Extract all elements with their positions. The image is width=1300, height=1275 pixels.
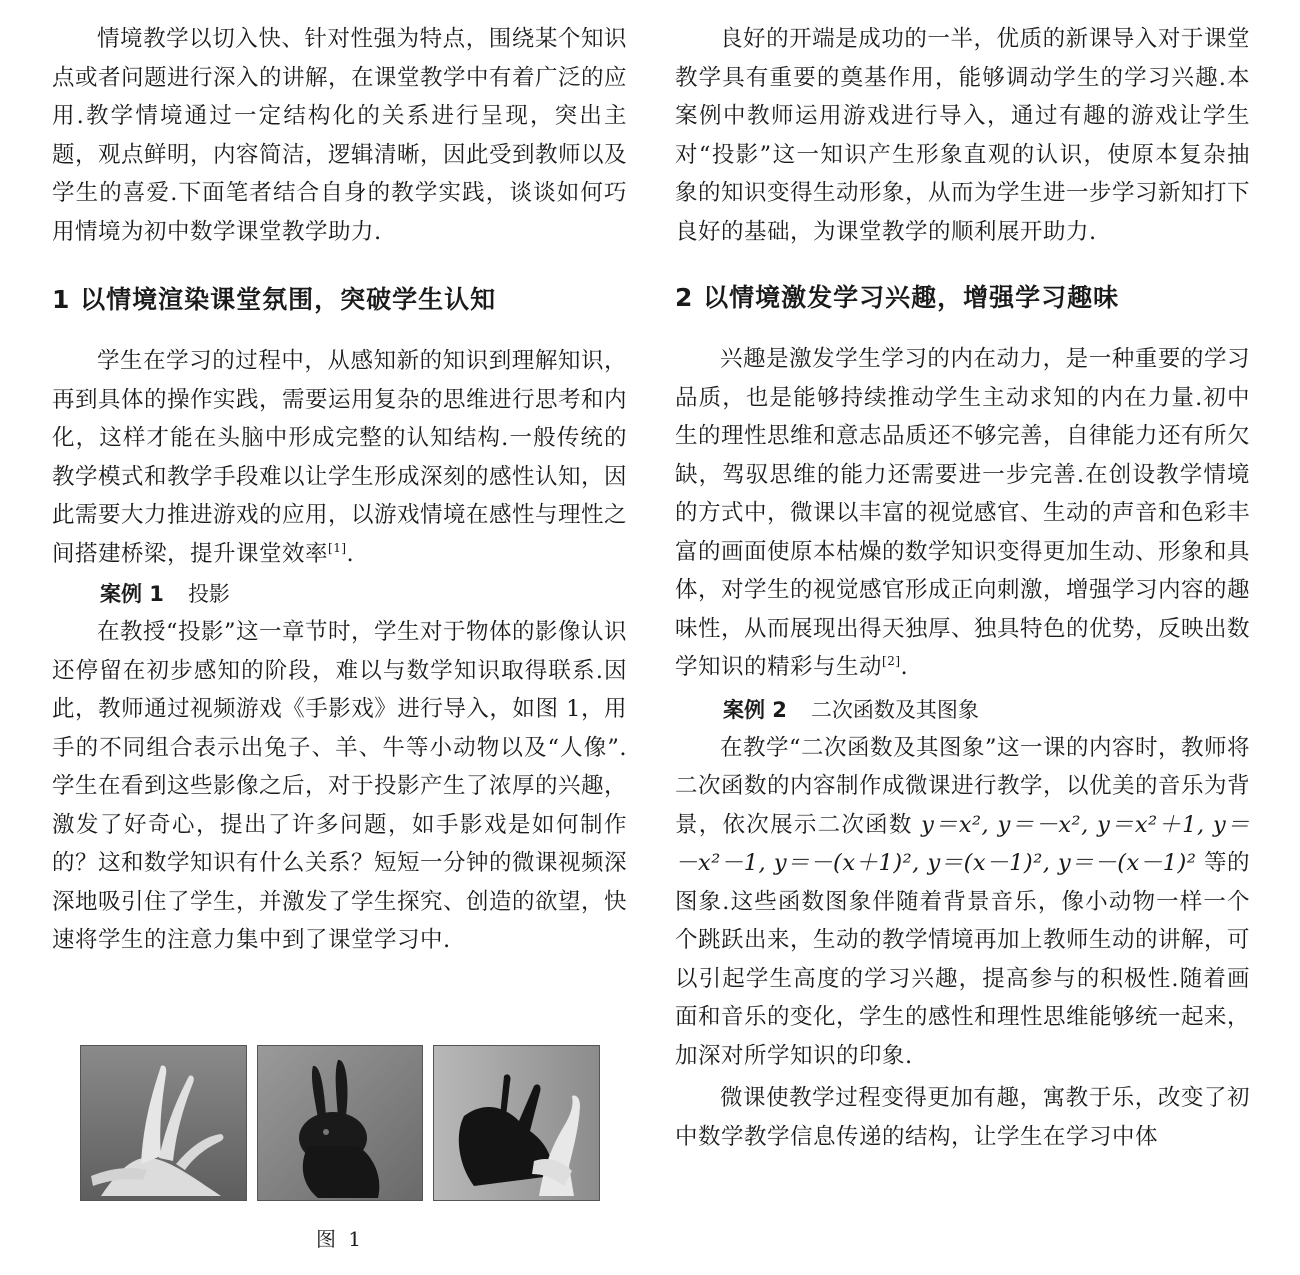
figure-1 xyxy=(80,1045,600,1252)
section-1-paragraph: 学生在学习的过程中，从感知新的知识到理解知识，再到具体的操作实践，需要运用复杂的思维进行思考和内化，这样才能在头脑中形成完整的认知结构.一般传统的教学模式和教学手段难以让学生形成深刻的感性认知，因此需要大力推进游戏的应用，以游戏情境在感性与理性之间搭建桥梁，提升课堂效率[1]. xyxy=(52,348,628,567)
case-1-paragraph: 在教授“投影”这一章节时，学生对于物体的影像认识还停留在初步感知的阶段，难以与数学知识取得联系.因此，教师通过视频游戏《手影戏》进行导入，如图 1，用手的不同组合表示出兔子、羊、牛等小动物以及“人像”.学生在看到这些影像之后，对于投影产生了浓厚的兴趣，激发了好奇心，提出了许多问题，如手影戏是如何制作的？这和数学知识有什么关系？短短一分钟的微课视频深深地吸引住了学生，并激发了学生探究、创造的欲望，快速将学生的注意力集中到了课堂学习中. xyxy=(52,619,628,953)
left-column xyxy=(52,0,628,1251)
citation-1: [1] xyxy=(328,540,347,555)
case-1-label: 案例 1 xyxy=(100,582,164,606)
right-column xyxy=(675,0,1250,1156)
function-list: y＝x², y＝－x², y＝x²＋1, y＝－x²－1, y＝－(x＋1)², y＝(x－1)², y＝－(x－1)² xyxy=(675,811,1250,876)
hand-shadow-photo-3 xyxy=(433,1045,600,1201)
hand-shadow-photo-1 xyxy=(80,1045,247,1201)
section-1-heading: 1 以情境渲染课堂氛围，突破学生认知 xyxy=(52,285,497,314)
case-1-title: 投影 xyxy=(187,582,230,606)
citation-2: [2] xyxy=(882,654,901,668)
case-2-commentary: 微课使教学过程变得更加有趣，寓教于乐，改变了初中数学教学信息传递的结构，让学生在学习中体 xyxy=(675,1085,1250,1150)
case-2-label: 案例 2 xyxy=(723,697,787,722)
case-2-title: 二次函数及其图象 xyxy=(810,697,979,722)
section-2-paragraph: 兴趣是激发学生学习的内在动力，是一种重要的学习品质，也是能够持续推动学生主动求知的内在力量.初中生的理性思维和意志品质还不够完善，自律能力还有所欠缺，驾驭思维的能力还需要进一步完善.在创设教学情境的方式中，微课以丰富的视觉感官、生动的声音和色彩丰富的画面使原本枯燥的数学知识变得更加生动、形象和具体，对学生的视觉感官形成正向刺激，增强学习内容的趣味性，从而展现出得天独厚、独具特色的优势，反映出数学知识的精彩与生动[2]. xyxy=(675,346,1251,680)
case-2-heading xyxy=(675,691,1250,729)
intro-paragraph: 情境教学以切入快、针对性强为特点，围绕某个知识点或者问题进行深入的讲解，在课堂教学中有着广泛的应用.教学情境通过一定结构化的关系进行呈现，突出主题，观点鲜明，内容简洁，逻辑清晰，因此受到教师以及学生的喜爱.下面笔者结合自身的教学实践，谈谈如何巧用情境为初中数学课堂教学助力. xyxy=(52,26,628,245)
hand-shadow-photo-2 xyxy=(257,1045,424,1201)
figure-1-photos xyxy=(80,1045,600,1201)
case-1-heading xyxy=(52,575,627,613)
figure-1-caption: 图 1 xyxy=(315,1227,365,1251)
case-1-commentary: 良好的开端是成功的一半，优质的新课导入对于课堂教学具有重要的奠基作用，能够调动学生的学习兴趣.本案例中教师运用游戏进行导入，通过有趣的游戏让学生对“投影”这一知识产生形象直观的认识，使原本复杂抽象的知识变得生动形象，从而为学生进一步学习新知打下良好的基础，为课堂教学的顺利展开助力. xyxy=(675,26,1251,245)
case-2-paragraph: 在教学“二次函数及其图象”这一课的内容时，教师将二次函数的内容制作成微课进行教学，以优美的音乐为背景，依次展示二次函数 y＝x², y＝－x², y＝x²＋1, y＝－x²－1, y＝－(x＋1)², y＝(x－1)², y＝－(x－1)² 等的图象.这些函数图象伴随着背景音乐，像小动物一样一个个跳跃出来，生动的教学情境再加上教师生动的讲解，可以引起学生高度的学习兴趣，提高参与的积极性.随着画面和音乐的变化，学生的感性和理性思维能够统一起来，加深对所学知识的印象. xyxy=(675,734,1251,1069)
section-2-heading: 2 以情境激发学习兴趣，增强学习趣味 xyxy=(675,283,1120,312)
